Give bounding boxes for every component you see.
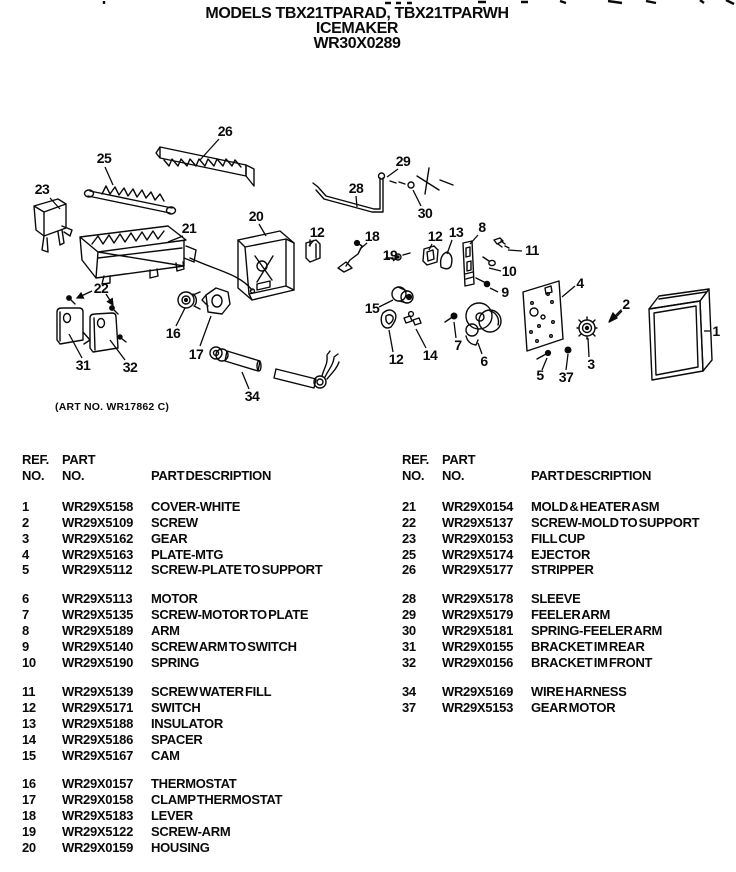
part-no: WR29X5163 bbox=[62, 546, 134, 562]
ref-no: 18 bbox=[22, 808, 36, 824]
callout-leader-line bbox=[105, 167, 113, 185]
table-row bbox=[402, 639, 732, 655]
callout-label: 18 bbox=[364, 228, 380, 244]
part-no: WR29X5189 bbox=[62, 623, 134, 639]
table-row bbox=[22, 623, 394, 639]
part-switch-mid bbox=[423, 246, 438, 265]
ref-no: 29 bbox=[402, 607, 416, 623]
part-no: WR29X5178 bbox=[442, 591, 514, 607]
part-description: EJECTOR bbox=[531, 546, 591, 562]
callout-leader-line bbox=[489, 268, 501, 271]
table-row bbox=[22, 655, 394, 671]
callout-label: 8 bbox=[478, 219, 486, 235]
ref-no: 21 bbox=[402, 498, 416, 514]
part-description: STRIPPER bbox=[531, 562, 594, 578]
callout-leader-line bbox=[562, 286, 575, 297]
title-model-number: WR30X0289 bbox=[313, 35, 401, 52]
callout-label: 9 bbox=[501, 284, 509, 300]
table-row bbox=[22, 515, 394, 531]
part-ejector bbox=[85, 186, 176, 214]
table-row bbox=[22, 824, 394, 840]
callout-leader-line bbox=[508, 250, 522, 251]
callout-label: 3 bbox=[587, 356, 595, 372]
callout-label: 25 bbox=[96, 150, 112, 166]
callout-leader-line bbox=[69, 334, 82, 358]
ref-no: 34 bbox=[402, 683, 416, 699]
part-no: WR29X5162 bbox=[62, 530, 134, 546]
callout-leader-line bbox=[379, 300, 393, 307]
parts-group bbox=[22, 499, 394, 579]
callout-label: 22 bbox=[93, 280, 109, 296]
part-no: WR29X5186 bbox=[62, 731, 134, 747]
parts-group bbox=[402, 499, 732, 579]
callout-label: 20 bbox=[248, 208, 264, 224]
ref-no: 37 bbox=[402, 699, 416, 715]
callout-label: 21 bbox=[181, 220, 197, 236]
callout-leader-line bbox=[566, 354, 568, 370]
callout-label: 10 bbox=[501, 263, 517, 279]
table-row bbox=[402, 607, 732, 623]
header-ref: REF. bbox=[402, 452, 429, 467]
part-plate-mtg bbox=[523, 281, 563, 351]
part-no: WR29X5140 bbox=[62, 639, 134, 655]
callout-leader-line bbox=[447, 240, 452, 254]
header-description: PART DESCRIPTION bbox=[531, 467, 652, 483]
table-row bbox=[22, 499, 394, 515]
ref-no: 11 bbox=[22, 683, 36, 699]
callout-leader-line bbox=[413, 190, 421, 206]
table-row bbox=[22, 684, 394, 700]
part-description: BRACKET IM FRONT bbox=[531, 654, 653, 670]
part-thermostat bbox=[178, 292, 200, 309]
ref-no: 12 bbox=[22, 699, 36, 715]
part-description: LEVER bbox=[151, 808, 193, 824]
callout-leader-line bbox=[242, 372, 249, 389]
callout-label: 11 bbox=[525, 242, 539, 258]
parts-rows-right bbox=[402, 499, 732, 716]
part-housing bbox=[238, 231, 294, 300]
part-bracket-rear bbox=[57, 308, 90, 344]
part-no: WR29X5167 bbox=[62, 747, 134, 763]
part-no: WR29X0153 bbox=[442, 530, 514, 546]
part-no: WR29X0156 bbox=[442, 654, 514, 670]
part-no: WR29X5113 bbox=[62, 591, 133, 607]
ref-no: 9 bbox=[22, 639, 29, 655]
ref-no: 31 bbox=[402, 639, 416, 655]
parts-column-left bbox=[22, 452, 394, 869]
callout-label: 15 bbox=[364, 300, 380, 316]
parts-table-header-right bbox=[402, 452, 732, 484]
part-description: FEELER ARM bbox=[531, 607, 611, 623]
table-row bbox=[22, 776, 394, 792]
callout-label: 28 bbox=[348, 180, 364, 196]
part-motor bbox=[466, 303, 501, 345]
part-description: SPRING bbox=[151, 654, 200, 670]
part-description: SPACER bbox=[151, 731, 203, 747]
header-ref: REF. bbox=[22, 452, 49, 467]
part-no: WR29X5177 bbox=[442, 562, 514, 578]
table-row bbox=[402, 562, 732, 578]
callout-leader-line bbox=[389, 330, 393, 352]
callout-label: 26 bbox=[217, 123, 233, 139]
part-no: WR29X0157 bbox=[62, 776, 134, 792]
part-screws-mold bbox=[67, 296, 118, 314]
part-description: CAM bbox=[151, 747, 180, 763]
ref-no: 14 bbox=[22, 731, 36, 747]
table-row bbox=[402, 499, 732, 515]
part-description: ARM bbox=[151, 623, 180, 639]
callout-label: 12 bbox=[388, 351, 404, 367]
ref-no: 7 bbox=[22, 607, 29, 623]
part-description: SCREW-ARM bbox=[151, 824, 231, 840]
callout-label: 2 bbox=[622, 296, 630, 312]
header-ref-no: NO. bbox=[402, 467, 425, 483]
table-row bbox=[22, 732, 394, 748]
part-no: WR29X5190 bbox=[62, 654, 134, 670]
table-row bbox=[402, 655, 732, 671]
ref-no: 32 bbox=[402, 654, 416, 670]
callout-label: 5 bbox=[536, 367, 544, 383]
callout-leader-line bbox=[416, 329, 426, 348]
ref-no: 15 bbox=[22, 747, 36, 763]
ref-no: 10 bbox=[22, 654, 36, 670]
callout-leader-line bbox=[490, 288, 498, 292]
parts-table-header-left bbox=[22, 452, 394, 484]
table-row bbox=[22, 547, 394, 563]
ref-no: 16 bbox=[22, 776, 36, 792]
part-clamp-thermostat bbox=[202, 288, 230, 314]
part-bracket-front bbox=[90, 313, 126, 352]
part-spacer bbox=[404, 312, 421, 325]
part-no: WR29X5153 bbox=[442, 699, 514, 715]
table-row bbox=[402, 591, 732, 607]
part-description: THERMOSTAT bbox=[151, 776, 237, 792]
part-description: SCREW bbox=[151, 514, 198, 530]
part-stripper bbox=[156, 147, 254, 186]
table-row bbox=[22, 840, 394, 856]
part-cam bbox=[392, 287, 413, 303]
part-description: PLATE-MTG bbox=[151, 546, 224, 562]
callout-label: 12 bbox=[309, 224, 325, 240]
part-cover bbox=[649, 289, 712, 380]
part-description: SPRING-FEELER ARM bbox=[531, 623, 663, 639]
table-row bbox=[22, 591, 394, 607]
callout-leader-line bbox=[356, 196, 357, 207]
part-no: WR29X0159 bbox=[62, 840, 134, 856]
callout-label: 30 bbox=[417, 205, 433, 221]
ref-no: 23 bbox=[402, 530, 416, 546]
callout-label: 19 bbox=[382, 247, 398, 263]
part-wire-harness bbox=[210, 347, 339, 388]
table-row bbox=[22, 748, 394, 764]
table-row bbox=[402, 684, 732, 700]
table-row bbox=[22, 716, 394, 732]
part-description: HOUSING bbox=[151, 840, 210, 856]
part-switch-left bbox=[306, 240, 320, 262]
part-description: SCREW WATER FILL bbox=[151, 683, 272, 699]
table-row bbox=[22, 700, 394, 716]
part-switch-low bbox=[381, 310, 396, 328]
header-ref-no: NO. bbox=[22, 467, 45, 483]
parts-rows-left bbox=[22, 499, 394, 856]
callout-label: 23 bbox=[34, 181, 50, 197]
parts-group bbox=[22, 591, 394, 671]
ref-no: 13 bbox=[22, 715, 36, 731]
callout-label: 14 bbox=[422, 347, 438, 363]
ref-no: 6 bbox=[22, 591, 29, 607]
callout-leader-line bbox=[454, 322, 456, 338]
part-screw-2 bbox=[609, 310, 621, 322]
table-row bbox=[402, 515, 732, 531]
ref-no: 2 bbox=[22, 514, 29, 530]
part-insulator bbox=[441, 252, 452, 269]
part-no: WR29X5137 bbox=[442, 514, 514, 530]
callout-label: 29 bbox=[395, 153, 411, 169]
part-no: WR29X5109 bbox=[62, 514, 134, 530]
part-no: WR29X5139 bbox=[62, 683, 134, 699]
table-row bbox=[22, 792, 394, 808]
callout-leader-line bbox=[200, 316, 211, 346]
part-description: BRACKET IM REAR bbox=[531, 639, 645, 655]
ref-no: 25 bbox=[402, 546, 416, 562]
ref-no: 17 bbox=[22, 792, 36, 808]
part-screw-5 bbox=[537, 351, 550, 359]
callout-label: 13 bbox=[448, 224, 464, 240]
part-description: SCREW ARM TO SWITCH bbox=[151, 639, 297, 655]
part-description: INSULATOR bbox=[151, 715, 223, 731]
part-screw-11 bbox=[494, 238, 509, 248]
part-description: SCREW-MOTOR TO PLATE bbox=[151, 607, 309, 623]
part-no: WR29X5112 bbox=[62, 562, 133, 578]
header-part-no: NO. bbox=[62, 467, 85, 483]
cropped-header-artifacts bbox=[104, 0, 734, 4]
ref-no: 1 bbox=[22, 498, 29, 514]
header-description: PART DESCRIPTION bbox=[151, 467, 272, 483]
part-no: WR29X0154 bbox=[442, 498, 514, 514]
part-no: WR29X5181 bbox=[442, 623, 514, 639]
part-description: SCREW-MOLD TO SUPPORT bbox=[531, 514, 700, 530]
table-row bbox=[402, 547, 732, 563]
ref-no: 3 bbox=[22, 530, 29, 546]
part-spring-10 bbox=[483, 257, 495, 266]
callout-leader-line bbox=[77, 291, 92, 298]
part-no: WR29X5169 bbox=[442, 683, 514, 699]
part-fill-cup bbox=[34, 199, 72, 252]
header-part: PART bbox=[442, 452, 476, 467]
part-screw-7 bbox=[445, 313, 457, 322]
table-row bbox=[22, 531, 394, 547]
ref-no: 28 bbox=[402, 591, 416, 607]
callout-label: 32 bbox=[122, 359, 138, 375]
part-description: SLEEVE bbox=[531, 591, 581, 607]
table-row bbox=[402, 623, 732, 639]
ref-no: 19 bbox=[22, 824, 36, 840]
callout-label: 4 bbox=[576, 275, 584, 291]
part-description: FILL CUP bbox=[531, 530, 585, 546]
table-row bbox=[22, 607, 394, 623]
table-row bbox=[22, 808, 394, 824]
part-description: COVER-WHITE bbox=[151, 498, 241, 514]
part-no: WR29X5158 bbox=[62, 498, 134, 514]
part-description: MOLD & HEATER ASM bbox=[531, 498, 660, 514]
title-models-line: MODELS TBX21TPARAD, TBX21TPARWH bbox=[205, 5, 509, 22]
header-part-no: NO. bbox=[442, 467, 465, 483]
table-row bbox=[402, 531, 732, 547]
part-no: WR29X5122 bbox=[62, 824, 134, 840]
ref-no: 4 bbox=[22, 546, 29, 562]
part-description: MOTOR bbox=[151, 591, 198, 607]
part-description: GEAR bbox=[151, 530, 188, 546]
callout-label: 37 bbox=[558, 369, 574, 385]
part-description: GEAR MOTOR bbox=[531, 699, 616, 715]
table-row bbox=[22, 639, 394, 655]
part-lever bbox=[338, 241, 362, 272]
parts-group bbox=[22, 776, 394, 856]
part-description: WIRE HARNESS bbox=[531, 683, 627, 699]
part-screw-9 bbox=[476, 278, 490, 287]
parts-group bbox=[402, 591, 732, 671]
callout-leader-line bbox=[387, 169, 398, 177]
part-arm bbox=[463, 241, 474, 286]
part-gear bbox=[577, 317, 597, 339]
callout-label: 31 bbox=[75, 357, 91, 373]
callout-label: 1 bbox=[712, 323, 720, 339]
parts-group bbox=[22, 684, 394, 764]
callout-label: 6 bbox=[480, 353, 488, 369]
ref-no: 20 bbox=[22, 840, 36, 856]
part-no: WR29X5179 bbox=[442, 607, 514, 623]
part-no: WR29X5188 bbox=[62, 715, 134, 731]
part-no: WR29X5171 bbox=[62, 699, 134, 715]
part-description: SWITCH bbox=[151, 699, 201, 715]
parts-column-right bbox=[402, 452, 732, 729]
ref-no: 22 bbox=[402, 514, 416, 530]
ref-no: 5 bbox=[22, 562, 29, 578]
table-row bbox=[22, 562, 394, 578]
callout-label: 17 bbox=[188, 346, 204, 362]
part-no: WR29X5135 bbox=[62, 607, 134, 623]
page-title bbox=[0, 6, 714, 51]
callout-label: 12 bbox=[427, 228, 443, 244]
part-no: WR29X0155 bbox=[442, 639, 514, 655]
parts-group bbox=[402, 684, 732, 716]
part-no: WR29X0158 bbox=[62, 792, 134, 808]
table-row bbox=[402, 700, 732, 716]
part-screw-37 bbox=[565, 347, 571, 353]
callout-leader-line bbox=[176, 308, 185, 326]
header-part: PART bbox=[62, 452, 96, 467]
part-description: CLAMP THERMOSTAT bbox=[151, 792, 283, 808]
ref-no: 8 bbox=[22, 623, 29, 639]
part-no: WR29X5174 bbox=[442, 546, 514, 562]
callout-label: 34 bbox=[244, 388, 260, 404]
part-description: SCREW-PLATE TO SUPPORT bbox=[151, 562, 323, 578]
callout-label: 16 bbox=[165, 325, 181, 341]
callout-leader-line bbox=[588, 338, 589, 357]
part-no: WR29X5183 bbox=[62, 808, 134, 824]
title-icemaker-line: ICEMAKER bbox=[315, 20, 399, 37]
art-number-caption: (ART NO. WR17862 C) bbox=[55, 401, 170, 413]
callout-leader-line bbox=[470, 235, 478, 244]
ref-no: 30 bbox=[402, 623, 416, 639]
ref-no: 26 bbox=[402, 562, 416, 578]
callout-label: 7 bbox=[454, 337, 462, 353]
part-spring-feeler-arm bbox=[390, 168, 453, 194]
